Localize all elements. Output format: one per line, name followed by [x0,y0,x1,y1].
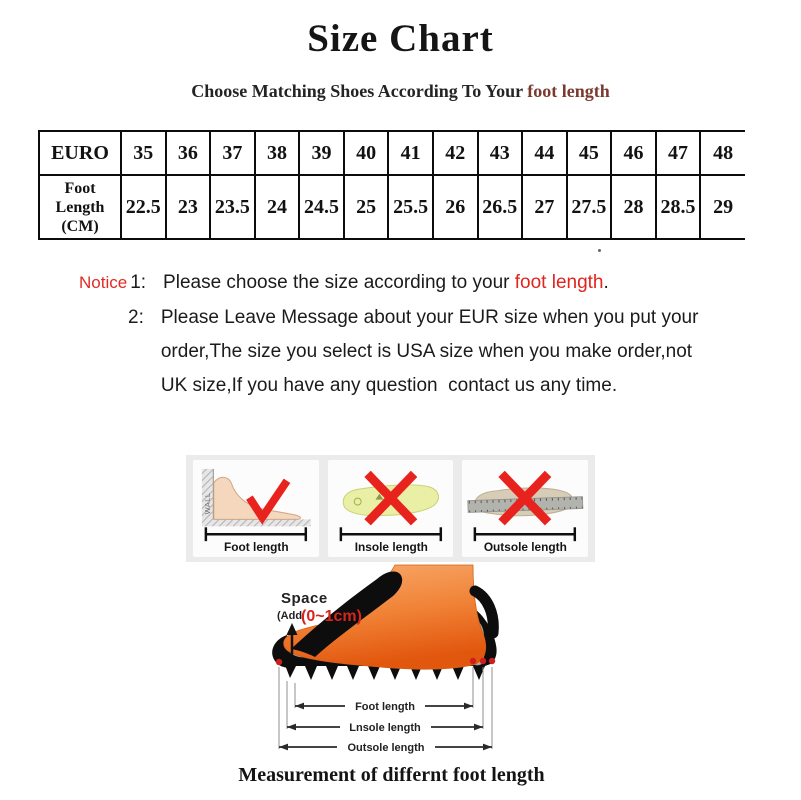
table-row-length [39,175,745,239]
size-cell: 38 [255,131,300,175]
panel-label: Outsole length [484,540,568,555]
measurement-label-outsole: Outsole length [347,742,425,754]
size-cell: 23 [166,175,211,239]
size-cell: 41 [388,131,433,175]
foot-length-illustration [193,460,319,557]
wall-icon [202,469,213,520]
size-cell: 42 [433,131,478,175]
size-cell: 28 [611,175,656,239]
subtitle-text: Choose Matching Shoes According To Your [191,81,528,101]
size-cell: 26 [433,175,478,239]
size-cell: 43 [478,131,523,175]
size-cell: 28.5 [656,175,701,239]
notice-1-text-after: . [603,272,609,293]
size-cell: 25 [344,175,389,239]
notice-1-text [163,266,609,300]
size-table [38,130,745,240]
notice-1-number: 1: [130,272,147,293]
panel-insole-length [328,460,454,557]
size-cell: 24 [255,175,300,239]
size-cell: 23.5 [210,175,255,239]
diagram-caption: Measurement of differnt foot length [238,764,545,786]
size-cell: 47 [656,131,701,175]
size-cell: 27.5 [567,175,612,239]
size-cell: 35 [121,131,166,175]
space-label: Space [281,590,328,607]
notice-2-line: UK size,If you have any question contact us any time. [160,375,618,396]
size-cell: 29 [700,175,745,239]
measurement-label-insole: Lnsole length [349,722,421,734]
panel-foot-length [193,460,319,557]
notice-1-highlight: foot length [514,272,604,293]
size-cell: 37 [210,131,255,175]
size-cell: 45 [567,131,612,175]
subtitle-highlight: foot length [527,81,610,101]
notice-1-text-before: Please choose the size according to your [163,272,515,293]
panel-label: Insole length [354,540,428,555]
size-cell: 40 [344,131,389,175]
notice-2-text [161,301,699,403]
space-add-prefix: (Add [277,610,303,622]
size-cell: 27 [522,175,567,239]
euro-header-cell: EURO [39,131,121,175]
check-mark-icon [249,481,287,518]
image-speck [598,249,601,252]
notice-label: Notice [79,273,128,292]
notice-2-number: 2: [128,307,144,328]
notice-item-1 [79,266,698,300]
space-add-value: (0~1cm) [301,608,362,625]
foot-length-header-cell: Foot Length (CM) [39,175,121,239]
foot-measurement-diagram [235,563,575,763]
size-cell: 36 [166,131,211,175]
wall-label: WALL [202,492,212,515]
size-cell: 25.5 [388,175,433,239]
outsole-illustration [462,460,588,557]
measurement-label-foot: Foot length [355,701,415,713]
size-cell: 46 [611,131,656,175]
size-cell: 24.5 [299,175,344,239]
size-cell: 44 [522,131,567,175]
measuring-method-strip [186,455,595,562]
notice-item-2 [79,301,698,403]
notice-2-line: order,The size you select is USA size when you make order,not [160,341,693,362]
notice-2-line: Please Leave Message about your EUR size when you put your [160,307,699,328]
size-cell: 22.5 [121,175,166,239]
panel-outsole-length [462,460,588,557]
page-title: Size Chart [307,17,494,60]
panel-label: Foot length [224,540,289,555]
size-cell: 48 [700,131,745,175]
subtitle [0,81,801,102]
size-cell: 39 [299,131,344,175]
insole-illustration [328,460,454,557]
size-cell: 26.5 [478,175,523,239]
table-row-euro [39,131,745,175]
notice-block [79,266,698,403]
floor-hatch [202,519,311,526]
